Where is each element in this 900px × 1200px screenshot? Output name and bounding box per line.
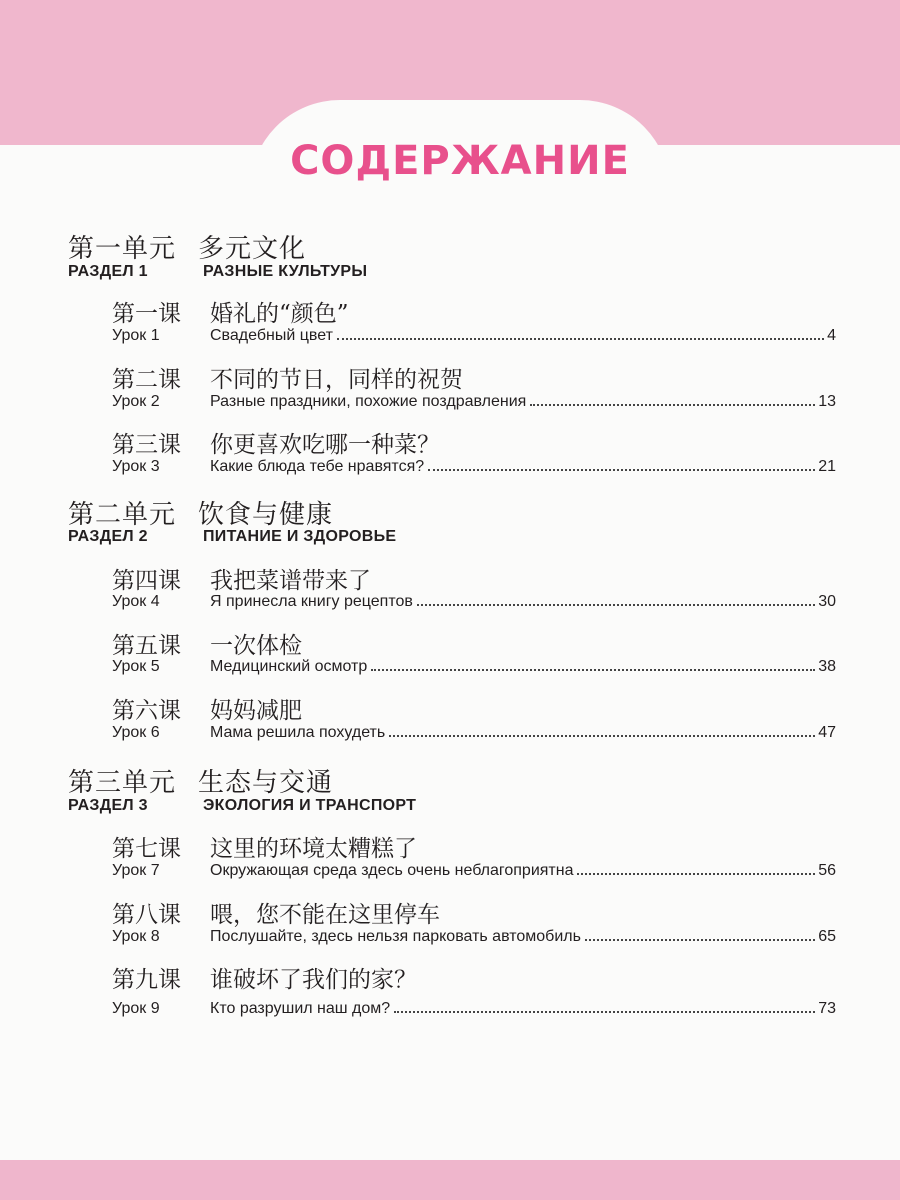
unit-2-cn-title: 饮食与健康	[198, 500, 334, 530]
dot-leader	[371, 658, 815, 671]
lesson-6-page-number: 47	[818, 724, 836, 741]
lesson-5-page-number: 38	[818, 658, 836, 675]
unit-3-ru-title: ЭКОЛОГИЯ И ТРАНСПОРТ	[203, 797, 417, 814]
dot-leader	[530, 393, 815, 406]
lesson-1-page-number: 4	[827, 327, 836, 344]
dot-leader	[577, 862, 815, 875]
lesson-1-cn-title: 婚礼的“颜色”	[210, 301, 349, 327]
lesson-8-ru-number: Урок 8	[112, 928, 160, 945]
lesson-7-ru-number: Урок 7	[112, 862, 160, 879]
lesson-3-ru-number: Урок 3	[112, 458, 160, 475]
unit-1-ru-title: РАЗНЫЕ КУЛЬТУРЫ	[203, 263, 368, 280]
lesson-6-ru-number: Урок 6	[112, 724, 160, 741]
unit-1-ru-heading	[68, 263, 367, 281]
dot-leader	[585, 928, 815, 941]
lesson-4-ru-number: Урок 4	[112, 593, 160, 610]
lesson-1-ru-number: Урок 1	[112, 327, 160, 344]
lesson-7-ru-entry[interactable]	[112, 862, 836, 884]
lesson-9-ru-entry[interactable]	[112, 1000, 836, 1022]
lesson-9-page-number: 73	[818, 1000, 836, 1017]
unit-3-ru-number: РАЗДЕЛ 3	[68, 797, 148, 814]
lesson-7-page-number: 56	[818, 862, 836, 879]
dot-leader	[394, 1000, 815, 1013]
unit-2-ru-title: ПИТАНИЕ И ЗДОРОВЬЕ	[203, 528, 397, 545]
lesson-7-ru-title: Окружающая среда здесь очень неблагоприятна	[210, 862, 574, 879]
lesson-1-cn	[112, 295, 349, 328]
lesson-9-ru-title: Кто разрушил наш дом?	[210, 1000, 391, 1017]
lesson-5-cn-number: 第五课	[112, 633, 181, 659]
unit-2-cn-number: 第二单元	[68, 500, 177, 530]
unit-3-cn-title: 生态与交通	[198, 768, 334, 798]
unit-1-cn-number: 第一单元	[68, 234, 177, 264]
lesson-4-cn	[112, 562, 371, 595]
unit-3-cn-heading	[68, 762, 333, 799]
lesson-4-cn-number: 第四课	[112, 568, 181, 594]
page-title: СОДЕРЖАНИЕ	[290, 138, 630, 184]
lesson-5-cn	[112, 627, 302, 660]
lesson-8-ru-entry[interactable]	[112, 928, 836, 950]
lesson-9-cn	[112, 961, 417, 994]
dot-leader	[337, 327, 824, 340]
lesson-1-ru-entry[interactable]	[112, 327, 836, 349]
lesson-5-ru-entry[interactable]	[112, 658, 836, 680]
unit-1-cn-heading	[68, 228, 306, 265]
lesson-3-page-number: 21	[818, 458, 836, 475]
lesson-6-cn-title: 妈妈减肥	[210, 698, 302, 724]
lesson-2-ru-entry[interactable]	[112, 393, 836, 415]
lesson-6-ru-title: Мама решила похудеть	[210, 724, 386, 741]
lesson-7-cn-number: 第七课	[112, 836, 181, 862]
lesson-5-ru-number: Урок 5	[112, 658, 160, 675]
lesson-2-cn	[112, 361, 463, 394]
dot-leader	[389, 724, 815, 737]
lesson-6-cn	[112, 692, 302, 725]
lesson-9-ru-number: Урок 9	[112, 1000, 160, 1017]
dot-leader	[417, 593, 815, 606]
lesson-6-cn-number: 第六课	[112, 698, 181, 724]
lesson-8-cn-number: 第八课	[112, 902, 181, 928]
lesson-7-cn-title: 这里的环境太糟糕了	[210, 836, 417, 862]
unit-2-ru-number: РАЗДЕЛ 2	[68, 528, 148, 545]
dot-leader	[428, 458, 815, 471]
lesson-8-cn	[112, 896, 440, 929]
lesson-3-cn	[112, 426, 440, 459]
lesson-6-ru-entry[interactable]	[112, 724, 836, 746]
lesson-3-ru-entry[interactable]	[112, 458, 836, 480]
lesson-9-cn-number: 第九课	[112, 967, 181, 993]
lesson-3-ru-title: Какие блюда тебе нравятся?	[210, 458, 425, 475]
lesson-2-cn-title: 不同的节日，同样的祝贺	[210, 367, 463, 393]
unit-1-ru-number: РАЗДЕЛ 1	[68, 263, 148, 280]
lesson-7-cn	[112, 830, 417, 863]
lesson-2-ru-number: Урок 2	[112, 393, 160, 410]
lesson-8-cn-title: 喂，您不能在这里停车	[210, 902, 440, 928]
lesson-8-ru-title: Послушайте, здесь нельзя парковать автомобиль	[210, 928, 581, 945]
lesson-9-cn-title: 谁破坏了我们的家？	[210, 967, 417, 993]
lesson-8-page-number: 65	[818, 928, 836, 945]
lesson-4-ru-entry[interactable]	[112, 593, 836, 615]
unit-1-cn-title: 多元文化	[198, 234, 307, 264]
lesson-4-page-number: 30	[818, 593, 836, 610]
unit-3-cn-number: 第三单元	[68, 768, 177, 798]
lesson-1-ru-title: Свадебный цвет	[210, 327, 333, 344]
lesson-4-cn-title: 我把菜谱带来了	[210, 568, 371, 594]
lesson-2-cn-number: 第二课	[112, 367, 181, 393]
unit-2-cn-heading	[68, 494, 333, 531]
lesson-3-cn-title: 你更喜欢吃哪一种菜？	[210, 432, 440, 458]
lesson-2-page-number: 13	[818, 393, 836, 410]
unit-2-ru-heading	[68, 528, 396, 546]
lesson-5-ru-title: Медицинский осмотр	[210, 658, 368, 675]
lesson-5-cn-title: 一次体检	[210, 633, 302, 659]
lesson-2-ru-title: Разные праздники, похожие поздравления	[210, 393, 527, 410]
lesson-3-cn-number: 第三课	[112, 432, 181, 458]
lesson-4-ru-title: Я принесла книгу рецептов	[210, 593, 413, 610]
unit-3-ru-heading	[68, 797, 416, 815]
lesson-1-cn-number: 第一课	[112, 301, 181, 327]
